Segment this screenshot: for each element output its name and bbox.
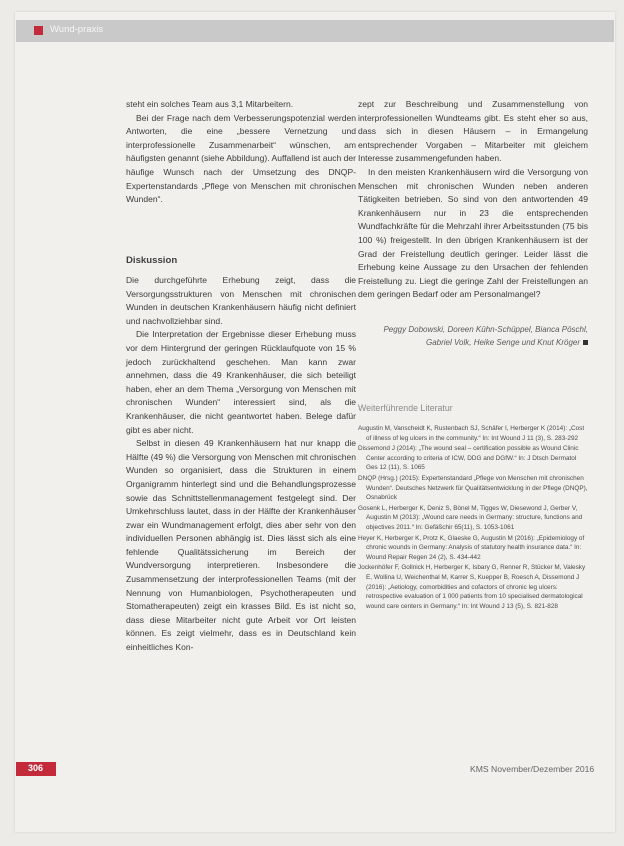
end-mark-icon xyxy=(583,340,588,345)
paragraph: In den meisten Krankenhäusern wird die Versorgung von Menschen mit chronischen Wunden neben anderen Tätigkeiten betrieben. So sind von den antwortenden 49 Krankenhäusern nur in 23 die entsprechenden Wundfachkräfte für die Mehrzahl ihrer Arbeitsstunden (75 bis 100 %) freigestellt. In den übrigen Krankenhäusern ist der Grad der Freistellung deutlich geringer. Leider lässt die Erhebung keine Aussage zu den Ursachen der fehlenden Freistellung zu. Liegt die geringe Zahl der Freistellungen an dem geringen Bedarf oder am Personalmangel? xyxy=(358,166,588,300)
right-intro xyxy=(358,98,588,302)
reference-item: Dissemond J (2014): „The wound seal – certification possible as Wound Clinic Center according to criteria of ICW, DDG and DGfW.“ In: J Dtsch Dermatol Ges 12 (11), S. 1065 xyxy=(358,445,579,472)
reference-item: Jockenhöfer F, Gollnick H, Herberger K, Isbary G, Renner R, Stücker M, Valesky E, Wollina U, Weichenthal M, Karrer S, Kuepper B, Roesch A, Dissemond J (2016): „Aetiology, comorbidities and cofactors of chronic leg ulcers: retrospective evaluation of 1 000 patients from 10 specialised dermatological wound care centers in Germany.“ In: Int Wound J 13 (5), S. 821-828 xyxy=(358,564,586,610)
author-line-2 xyxy=(358,336,588,349)
paragraph: Selbst in diesen 49 Krankenhäusern hat nur knapp die Hälfte (49 %) die Versorgung von Menschen mit chronischen Wunden so organisiert, dass die Strukturen in einem Organigramm hinterlegt sind und die Behandlungsprozesse sowie das Schnittstellenmanagement festgelegt sind. Der Umkehrschluss lautet, dass in der Hälfte der Krankenhäuser zwar ein Wundmanagement erfolgt, dies aber sehr von den individuellen Personen abhängig ist. Dies lässt sich als eine fehlende Qualitätssicherung im Bereich der Wundversorgung interpretieren. Insbesondere die Zusammensetzung der interprofessionellen Teams (mit der Nennung von Humanbiologen, Psychotherapeuten und Stomatherapeuten) zeigt ein krasses Bild. Es ist nicht so, dass diese Mitarbeiter nicht gute Arbeit vor Ort leisten können. Es zeigt vielmehr, dass es in Deutschland kein einheitliches Kon- xyxy=(126,438,356,653)
paragraph: steht ein solches Team aus 3,1 Mitarbeitern. xyxy=(126,99,294,109)
reference-item: DNQP (Hrsg.) (2015): Expertenstandard „Pflege von Menschen mit chronischen Wunden“. Deutsches Netzwerk für Qualitätsentwicklung in der Pflege (DNQP), Osnabrück xyxy=(358,474,588,502)
discussion-heading: Diskussion xyxy=(126,255,178,266)
author-line: Gabriel Volk, Heike Senge und Knut Kröger xyxy=(425,338,580,347)
paragraph: Die durchgeführte Erhebung zeigt, dass die Versorgungsstrukturen von Menschen mit chronischen Wunden in deutschen Krankenhäusern häufig nicht definiert und nachvollziehbar sind. xyxy=(126,275,356,326)
reference-item: Heyer K, Herberger K, Protz K, Glaeske G, Augustin M (2016): „Epidemiology of chronic wounds in Germany: Analysis of statutory health insurance data.“ In: Wound Repair Regen 24 (2), S. 434-442 xyxy=(358,534,585,561)
page-number: 306 xyxy=(28,763,44,773)
issue-label: KMS November/Dezember 2016 xyxy=(470,764,595,774)
literature-heading: Weiterführende Literatur xyxy=(358,403,453,413)
section-marker-icon xyxy=(34,26,43,35)
reference-item: Augustin M, Vanscheidt K, Rustenbach SJ, Schäfer I, Herberger K (2014): „Cost of illness of leg ulcers in the community.“ In: Int Wound J 11 (3), S. 283-292 xyxy=(358,425,585,442)
discussion-body xyxy=(126,274,356,655)
reference-item: Gosenk L, Herberger K, Deniz S, Bönel M, Tigges W, Diesewond J, Gerber V, Augustin M (2013): „Wound care needs in Germany: structure, functions and objectives 2011.“ In: Gefäßchir 65(11), S. 1053-1061 xyxy=(358,504,583,531)
author-list xyxy=(358,323,588,349)
section-title: Wund-praxis xyxy=(50,24,104,35)
paragraph: zept zur Beschreibung und Zusammenstellung von interprofessionellen Wundteams gibt. Es steht eher so aus, dass sich in diesen Häusern – in Ermangelung entsprechender Vorgaben – Mitarbeiter mit gleichem Interesse zusammengefunden haben. xyxy=(358,99,588,164)
author-line: Peggy Dobowski, Doreen Kühn-Schüppel, Bianca Pöschl, xyxy=(383,325,588,334)
paragraph: Bei der Frage nach dem Verbesserungspotenzial werden Antworten, die eine „bessere Vernetzung und interprofessionelle Zusammenarbeit“ wünschen, am häufigsten genannt (siehe Abbildung). Auffallend ist auch der häufige Wunsch nach der Umsetzung des DNQP-Expertenstandards „Pflege von Menschen mit chronischen Wunden“. xyxy=(126,112,356,205)
reference-list xyxy=(358,424,588,612)
section-header-bar xyxy=(16,20,614,42)
left-intro xyxy=(126,98,356,207)
paragraph: Die Interpretation der Ergebnisse dieser Erhebung muss vor dem Hintergrund der geringen Rücklaufquote von 15 % jedoch zurückhaltend geschehen. Man kann zwar annehmen, dass die 49 Krankenhäuser, die sich beteiligt haben, eher an dem Thema „Versorgung von Menschen mit chronischen Wunden“ interessiert sind, als die Krankenhäuser, die nicht geantwortet haben. Belege dafür gibt es aber nicht. xyxy=(126,329,356,435)
